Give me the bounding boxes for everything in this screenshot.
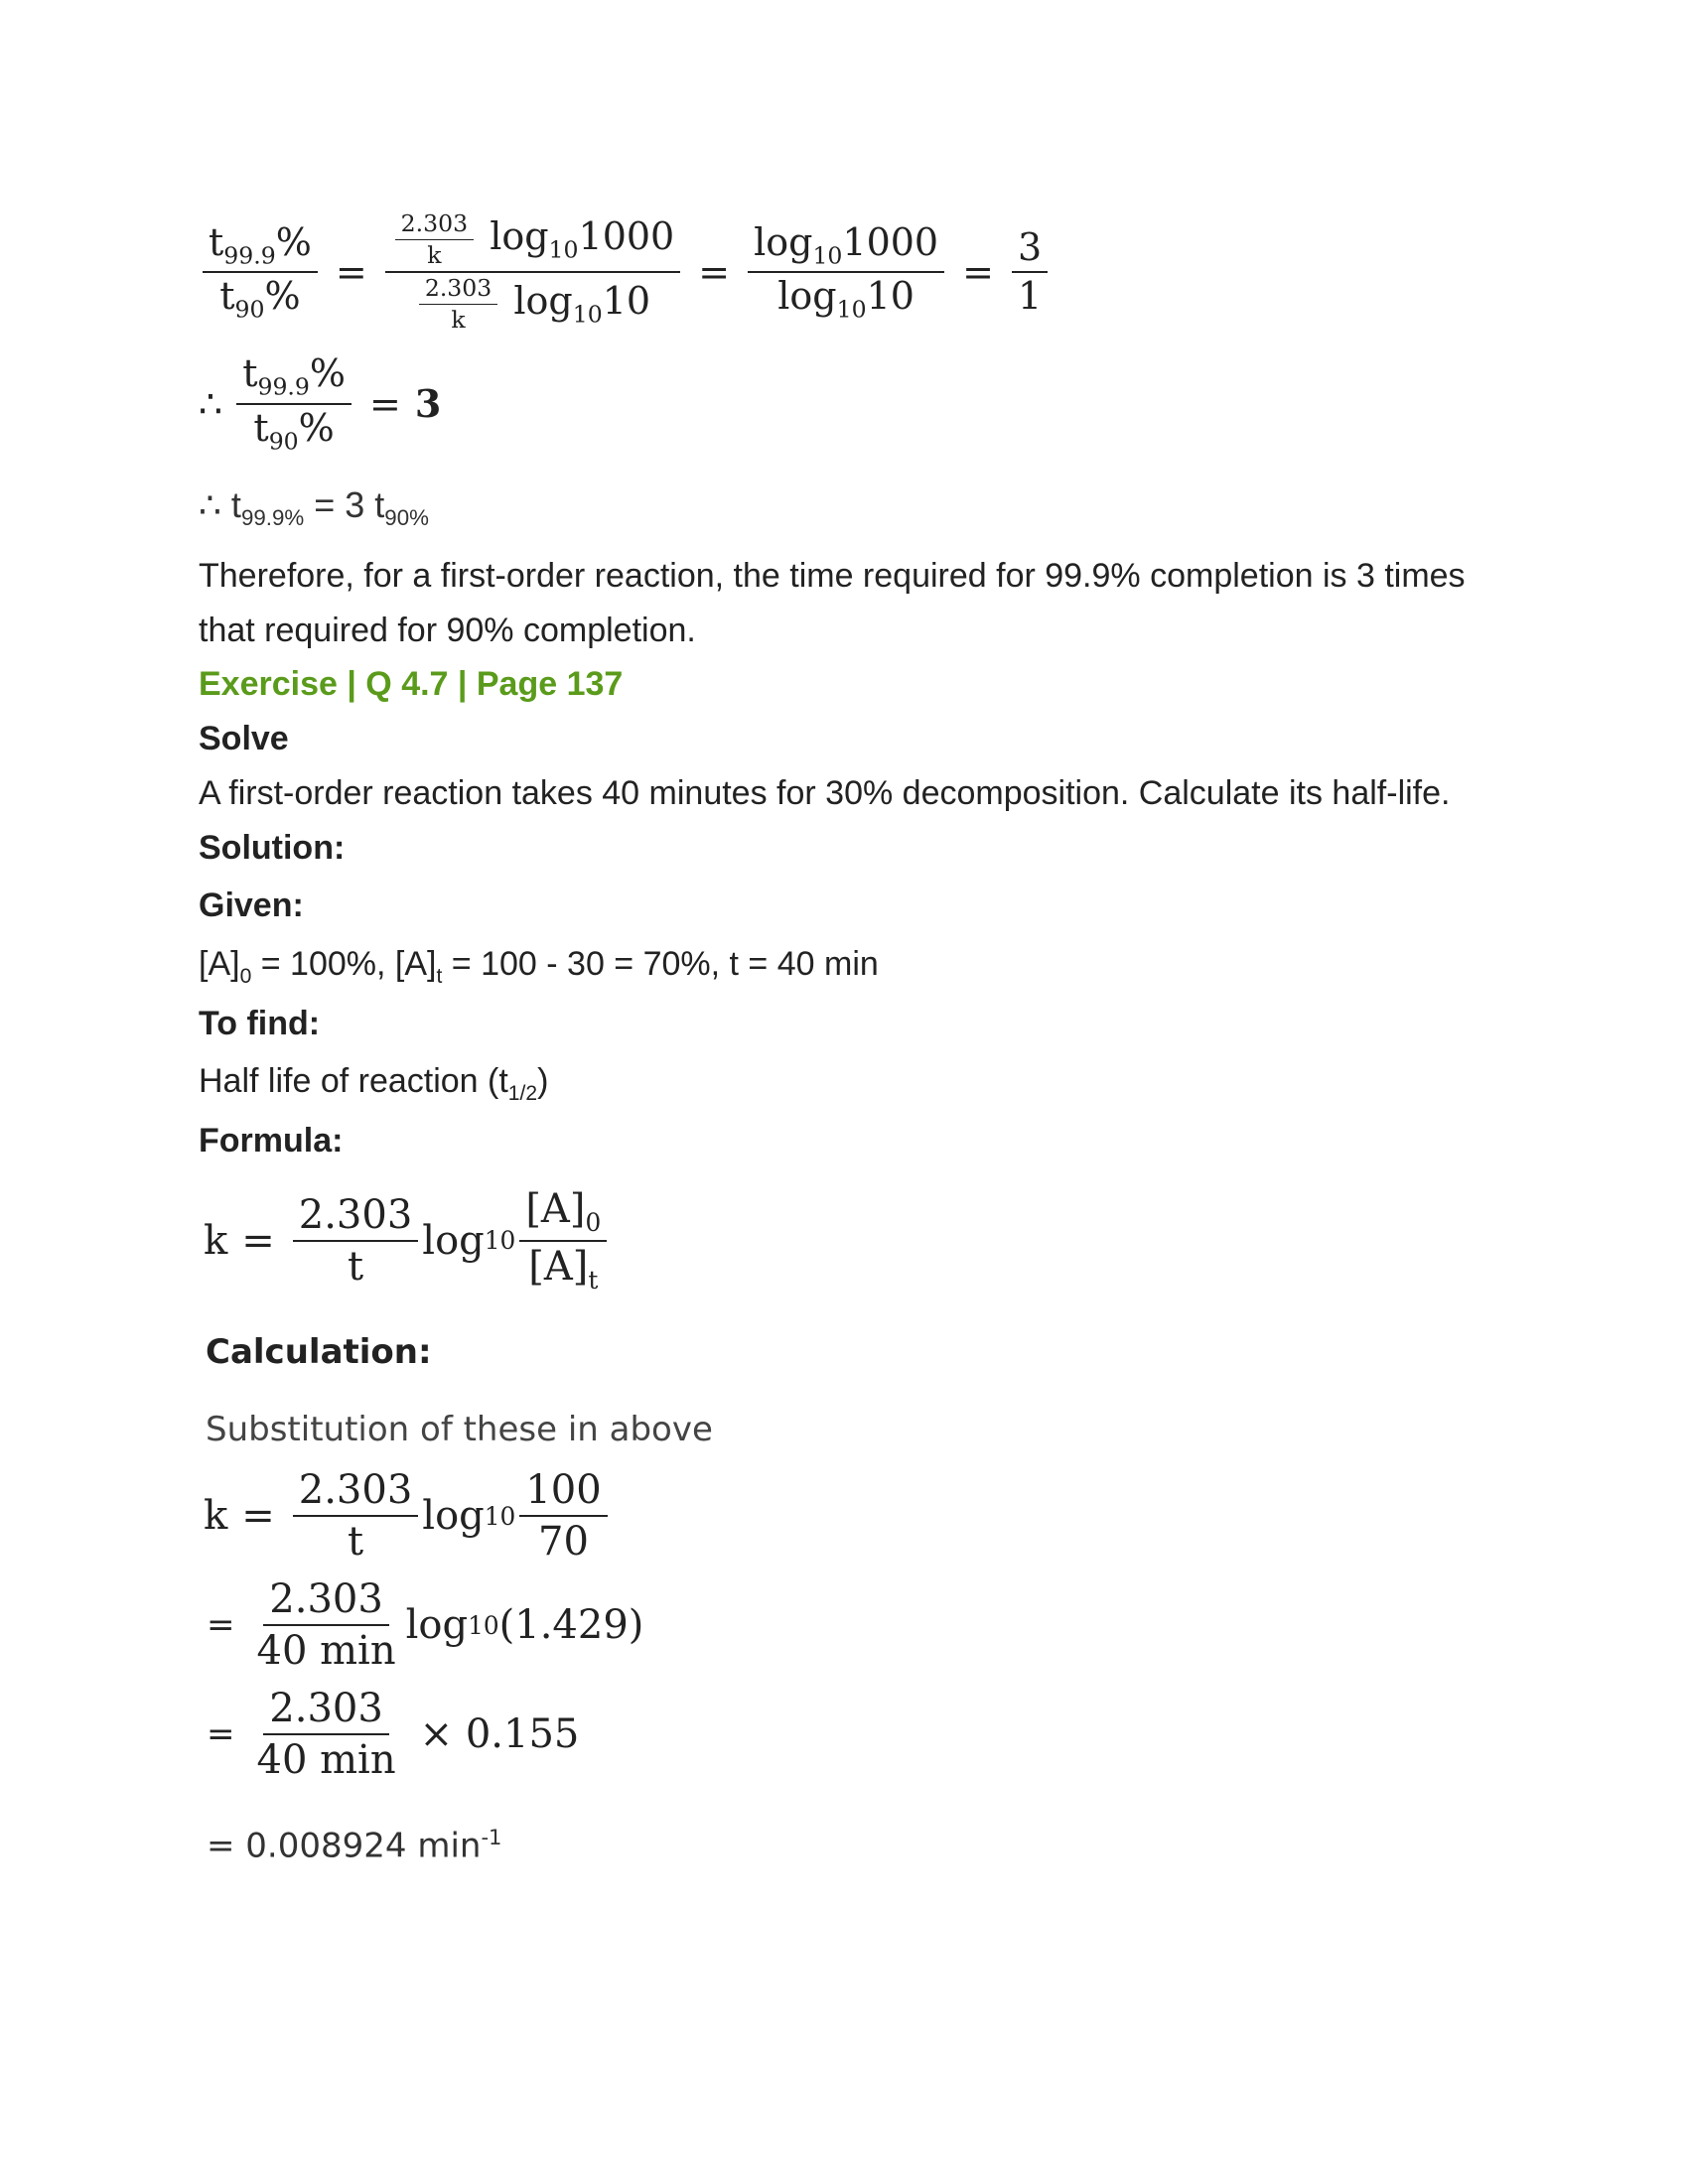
to-find-text: Half life of reaction $(t_{1/2})$ [199, 1062, 549, 1105]
conclusion-paragraph [199, 549, 1489, 658]
conclusion-line-1: Therefore, for a first-order reaction, the time required for 99.9% completion is 3 times [199, 557, 1466, 595]
calc-step-3: = $\frac{2.303}{40 \min}$ × 0.155 [207, 1686, 580, 1783]
to-find-heading: To find: [199, 1005, 321, 1042]
given-heading: Given: [199, 887, 304, 924]
rate-constant-formula: k = $\frac{2.303}{t}$ log 10 $\frac{[A]_0}{[A]_t}$ [204, 1186, 611, 1295]
time-ratio-fraction: $\frac{t_{99.9}\%}{t_{90}\%}$ [236, 352, 352, 455]
ratio-equation [199, 210, 1052, 334]
time-ratio-fraction: $\frac{t_{99.9}\%}{t_{90}\%}$ [203, 221, 318, 324]
solve-heading: Solve [199, 720, 289, 757]
solution-heading: Solution: [199, 829, 346, 867]
question-text: A first-order reaction takes 40 minutes for 30% decomposition. Calculate its half-life. [199, 774, 1451, 812]
calc-step-2: = $\frac{2.303}{40 \min}$ log 10 (1.429) [207, 1576, 644, 1674]
equals-sign: = [962, 250, 994, 295]
formula-heading: Formula: [199, 1122, 344, 1160]
therefore-ratio-equation: ∴ $\frac{t_{99.9}\%}{t_{90}\%}$ = 3 [199, 351, 442, 456]
calculation-heading: Calculation: [206, 1332, 432, 1372]
expanded-ratio-fraction: $\frac{2.303}{k}$ $\log_{10}1000$ $\frac{2.303}{k}$ $\log_{10}10$ [385, 210, 681, 334]
therefore-time-relation: ∴ $t_{99.9\%} = 3$ $t_{90\%}$ [199, 484, 429, 531]
conclusion-line-2: that required for 90% completion. [199, 612, 696, 649]
exercise-reference-link[interactable]: Exercise | Q 4.7 | Page 137 [199, 665, 624, 703]
calc-result: = 0.008924 $\min^{-1}$ [207, 1825, 502, 1866]
final-ratio-fraction: $\frac{3}{1}$ [1012, 226, 1048, 319]
substitution-text: Substitution of these in above [206, 1410, 713, 1449]
log-ratio-fraction: $\frac{\log_{10}1000}{\log_{10}10}$ [748, 221, 944, 324]
calc-step-1: k = $\frac{2.303}{t}$ log 10 $\frac{100}{70}$ [204, 1467, 612, 1565]
given-values: $[A]_0 = 100\%$, $[A]_t = 100 - 30 = 70\%$, t = 40 min [199, 945, 879, 988]
equals-sign: = [335, 250, 367, 295]
equals-sign: = [698, 250, 731, 295]
